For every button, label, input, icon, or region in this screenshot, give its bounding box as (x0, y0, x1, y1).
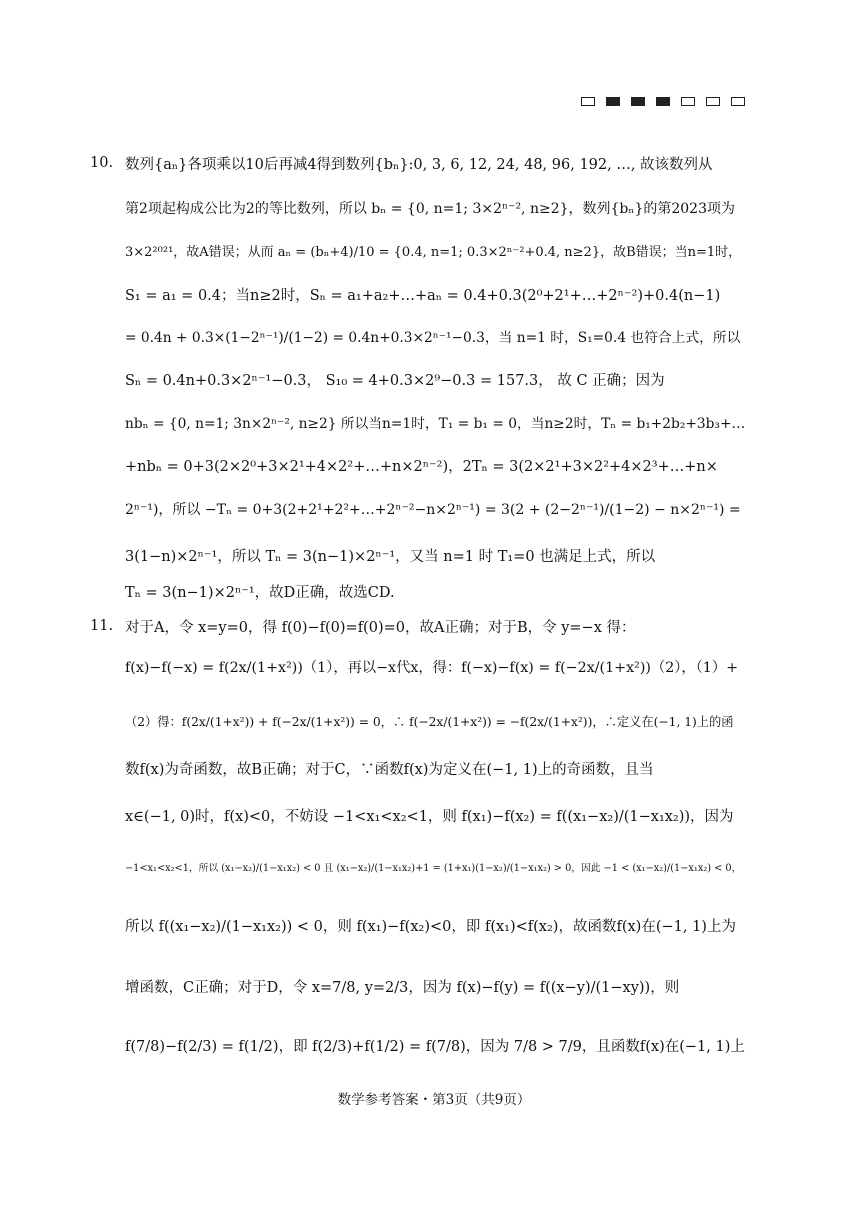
header-progress-marks (581, 97, 745, 106)
q11-line: f(x)−f(−x) = f(2x/(1+x²))（1），再以−x代x，得：f(−x)−f(x) = f(−2x/(1+x²))（2），（1）+ (125, 660, 739, 676)
mark-empty-icon (731, 97, 745, 106)
q10-line: 第2项起构成公比为2的等比数列，所以 bₙ = {0, n=1; 3×2ⁿ⁻², n≥2}，数列{bₙ}的第2023项为 (125, 201, 735, 217)
mark-empty-icon (706, 97, 720, 106)
q11-line: 增函数，C正确；对于D，令 x=7/8, y=2/3，因为 f(x)−f(y) = f((x−y)/(1−xy))，则 (125, 980, 680, 996)
q10-line: 3(1−n)×2ⁿ⁻¹，所以 Tₙ = 3(n−1)×2ⁿ⁻¹，又当 n=1 时 T₁=0 也满足上式，所以 (125, 549, 656, 565)
q10-line: Tₙ = 3(n−1)×2ⁿ⁻¹，故D正确，故选CD. (125, 585, 395, 601)
mark-filled-icon (656, 97, 670, 106)
q10-line: 3×2²⁰²¹，故A错误；从而 aₙ = (bₙ+4)/10 = {0.4, n=1; 0.3×2ⁿ⁻²+0.4, n≥2}，故B错误；当n=1时， (125, 245, 742, 260)
q11-line: f(7/8)−f(2/3) = f(1/2)，即 f(2/3)+f(1/2) = f(7/8)，因为 7/8 > 7/9，且函数f(x)在(−1, 1)上 (125, 1039, 745, 1055)
q10-line: S₁ = a₁ = 0.4；当n≥2时，Sₙ = a₁+a₂+…+aₙ = 0.4+0.3(2⁰+2¹+…+2ⁿ⁻²)+0.4(n−1) (125, 288, 721, 304)
q10-line: = 0.4n + 0.3×(1−2ⁿ⁻¹)/(1−2) = 0.4n+0.3×2ⁿ⁻¹−0.3，当 n=1 时，S₁=0.4 也符合上式，所以 (125, 330, 741, 346)
mark-empty-icon (581, 97, 595, 106)
q10-line: Sₙ = 0.4n+0.3×2ⁿ⁻¹−0.3， S₁₀ = 4+0.3×2⁹−0.3 = 157.3， 故 C 正确；因为 (125, 373, 665, 389)
q11-line: x∈(−1, 0)时，f(x)<0，不妨设 −1<x₁<x₂<1，则 f(x₁)−f(x₂) = f((x₁−x₂)/(1−x₁x₂))，因为 (125, 809, 734, 825)
mark-filled-icon (631, 97, 645, 106)
q10-line: +nbₙ = 0+3(2×2⁰+3×2¹+4×2²+…+n×2ⁿ⁻²)，2Tₙ = 3(2×2¹+3×2²+4×2³+…+n× (125, 459, 718, 475)
q11-line: （2）得：f(2x/(1+x²)) + f(−2x/(1+x²)) = 0，∴ f(−2x/(1+x²)) = −f(2x/(1+x²))，∴定义在(−1, 1)上的函 (125, 715, 734, 729)
mark-filled-icon (606, 97, 620, 106)
q11-line: 对于A，令 x=y=0，得 f(0)−f(0)=f(0)=0，故A正确；对于B，令 y=−x 得： (125, 620, 636, 636)
q10-line: 数列{aₙ}各项乘以10后再减4得到数列{bₙ}:0, 3, 6, 12, 24, 48, 96, 192, …, 故该数列从 (125, 157, 713, 173)
q10-line: nbₙ = {0, n=1; 3n×2ⁿ⁻², n≥2} 所以当n=1时，T₁ = b₁ = 0，当n≥2时，Tₙ = b₁+2b₂+3b₃+… (125, 416, 746, 432)
page-footer: 数学参考答案・第3页（共9页） (337, 1092, 531, 1108)
question-number-11: 11. (90, 618, 114, 634)
mark-empty-icon (681, 97, 695, 106)
q10-line: 2ⁿ⁻¹)，所以 −Tₙ = 0+3(2+2¹+2²+…+2ⁿ⁻²−n×2ⁿ⁻¹) = 3(2 + (2−2ⁿ⁻¹)/(1−2) − n×2ⁿ⁻¹) = (125, 502, 741, 518)
q11-line: 数f(x)为奇函数，故B正确；对于C，∵函数f(x)为定义在(−1, 1)上的奇函数，且当 (125, 762, 654, 778)
q11-line: 所以 f((x₁−x₂)/(1−x₁x₂)) < 0，则 f(x₁)−f(x₂)<0，即 f(x₁)<f(x₂)，故函数f(x)在(−1, 1)上为 (125, 919, 736, 935)
question-number-10: 10. (90, 155, 114, 171)
q11-line: −1<x₁<x₂<1，所以 (x₁−x₂)/(1−x₁x₂) < 0 且 (x₁−x₂)/(1−x₁x₂)+1 = (1+x₁)(1−x₂)/(1−x₁x₂) > 0，因此 −1 < (x₁−x₂)/(1−x₁x₂) < 0， (125, 863, 742, 874)
